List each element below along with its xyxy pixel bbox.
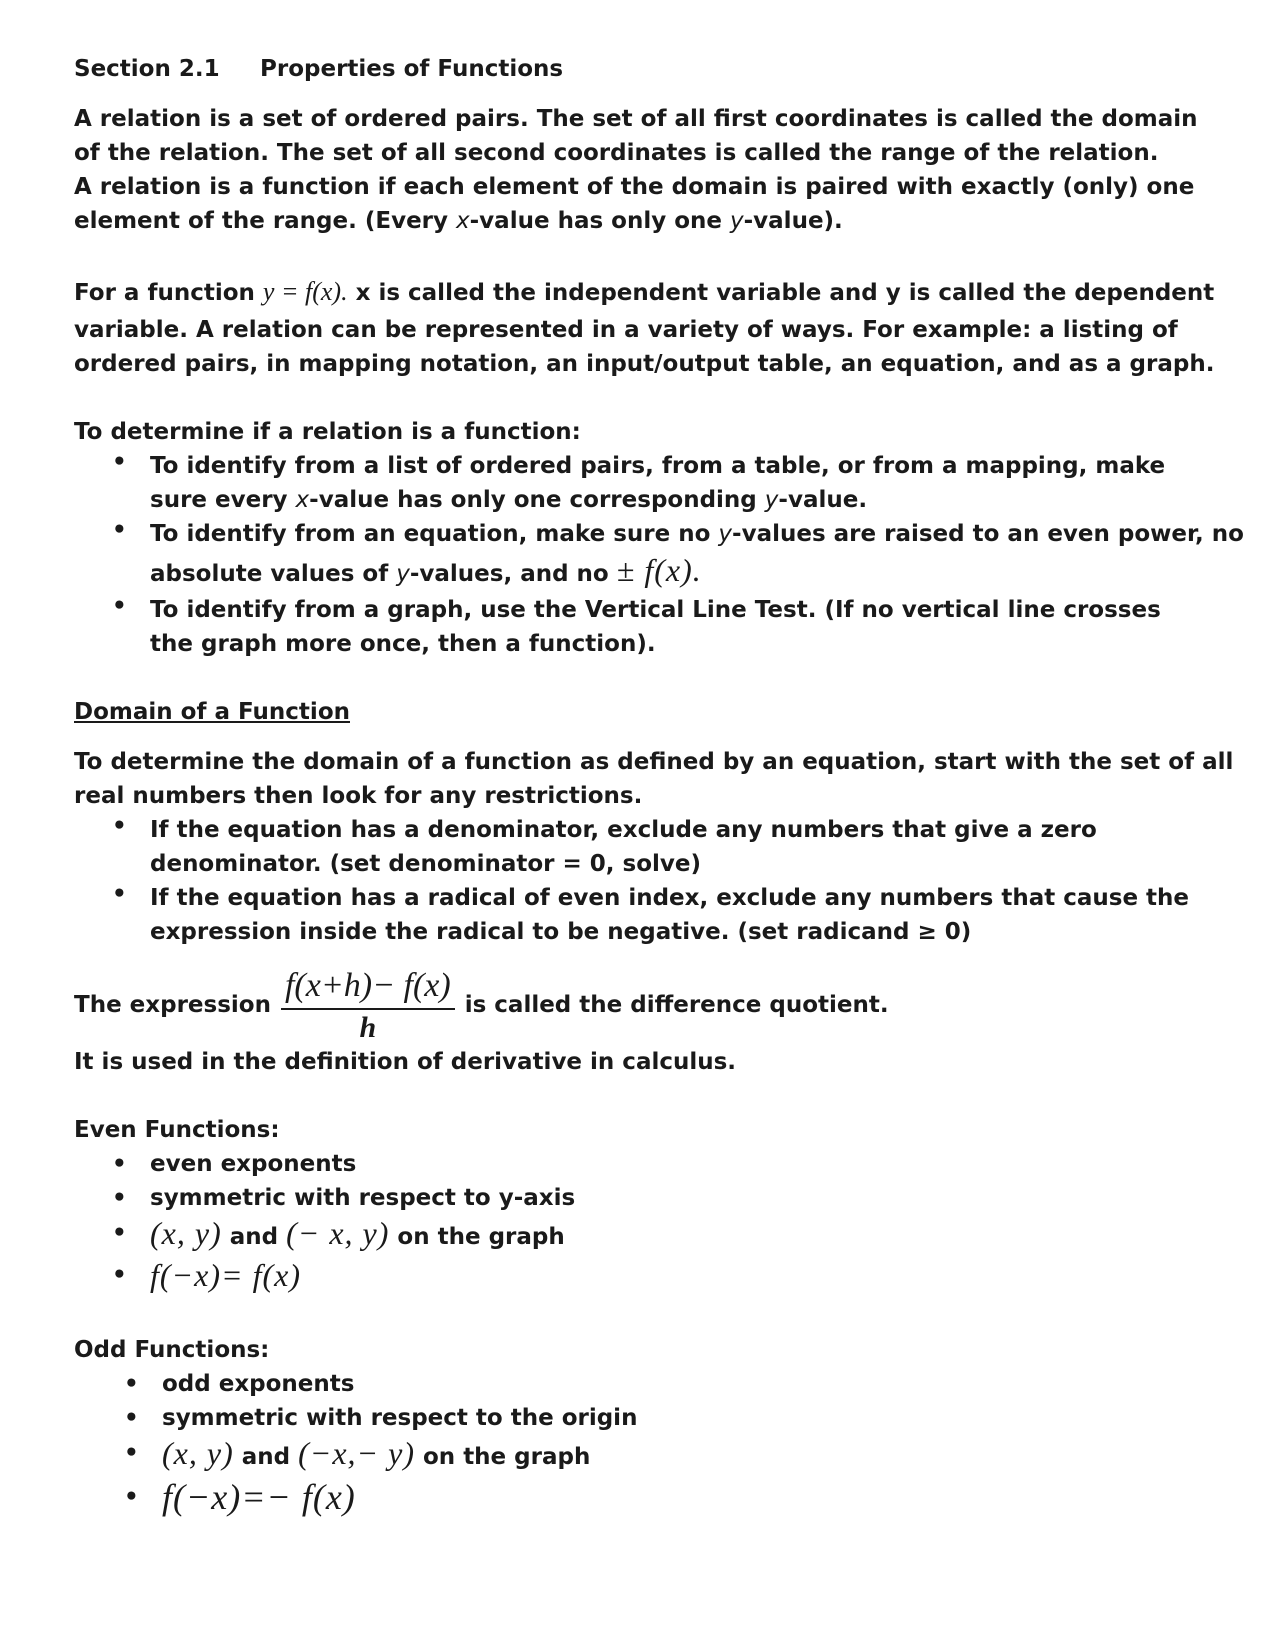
intro-paragraph: [74, 102, 1204, 238]
determine-heading: To determine if a relation is a function:: [74, 419, 581, 445]
document-page: [74, 52, 1244, 1524]
even-reflected-point-math: (− x, y): [286, 1215, 390, 1251]
list-item: [74, 1475, 1204, 1524]
list-item: [74, 1255, 1204, 1299]
variables-line-2: variable. A relation can be represented in a variety of ways. For example: a listing of: [74, 317, 1178, 343]
list-item: [74, 517, 1244, 593]
variables-line-1-part-a: For a function: [74, 280, 263, 306]
difference-quotient-section: [74, 965, 1204, 1079]
intro-y-variable: y: [730, 208, 744, 234]
list-item: [74, 1367, 1204, 1401]
odd-point-math: (x, y): [162, 1435, 234, 1471]
determine-section: [74, 415, 1244, 661]
determine-b1-part-a: sure every: [150, 487, 296, 513]
odd-graph-text: on the graph: [415, 1444, 591, 1470]
domain-bullet-1-line-2: denominator. (set denominator = 0, solve): [150, 851, 702, 877]
difference-quotient-line: [74, 965, 1204, 1045]
odd-bullet-2: symmetric with respect to the origin: [162, 1405, 638, 1431]
even-list: [74, 1147, 1204, 1299]
intro-line-2: of the relation. The set of all second coordinates is called the range of the relation.: [74, 140, 1159, 166]
determine-bullet-1-line-2: [150, 483, 1204, 517]
list-item: [74, 593, 1204, 661]
intro-line-4-part-c: -value).: [743, 208, 843, 234]
determine-bullet-2-line-1: [150, 517, 1244, 551]
even-functions-section: [74, 1113, 1204, 1299]
determine-b1-part-b: -value has only one corresponding: [309, 487, 765, 513]
determine-b2-part-d: -values, and no: [409, 561, 617, 587]
intro-x-variable: x: [456, 208, 470, 234]
list-item: [74, 1181, 1204, 1215]
fraction-denominator: h: [359, 1010, 377, 1044]
domain-list: [74, 813, 1204, 949]
list-item: [74, 449, 1204, 517]
even-graph-text: on the graph: [389, 1224, 565, 1250]
even-definition-math: f(−x)= f(x): [150, 1257, 301, 1293]
variables-line-1: [74, 272, 1215, 313]
list-item: [74, 1401, 1204, 1435]
odd-bullet-1: odd exponents: [162, 1371, 355, 1397]
list-item: [74, 813, 1204, 881]
function-notation-math: y = f(x).: [262, 277, 348, 306]
domain-heading: Domain of a Function: [74, 699, 350, 725]
intro-line-3: A relation is a function if each element of the domain is paired with exactly (only) one: [74, 174, 1195, 200]
list-item: [74, 1215, 1204, 1255]
even-and-text: and: [221, 1224, 287, 1250]
intro-line-1: A relation is a set of ordered pairs. The set of all first coordinates is called the domain: [74, 106, 1198, 132]
determine-bullet-3-line-2: the graph more once, then a function).: [150, 631, 656, 657]
determine-b2-y: y: [718, 521, 733, 547]
even-point-math: (x, y): [150, 1215, 222, 1251]
list-item: [74, 1435, 1204, 1475]
determine-b1-y: y: [764, 487, 779, 513]
variables-line-1-part-b: x is called the independent variable and y is called the dependent: [347, 280, 1215, 306]
even-heading: Even Functions:: [74, 1117, 280, 1143]
even-bullet-2: symmetric with respect to y-axis: [150, 1185, 576, 1211]
determine-b1-part-c: -value.: [778, 487, 868, 513]
odd-definition-math: f(−x)=− f(x): [162, 1477, 356, 1517]
intro-line-4: [74, 204, 1204, 238]
difference-quotient-fraction: [281, 966, 455, 1046]
determine-bullet-2-line-2: [150, 551, 1204, 593]
even-bullet-1: even exponents: [150, 1151, 357, 1177]
variables-line-3: ordered pairs, in mapping notation, an input/output table, an equation, and as a graph.: [74, 351, 1215, 377]
domain-line-2: real numbers then look for any restrictions.: [74, 783, 643, 809]
domain-bullet-2-line-1: • If the equation has a radical of even index, exclude any numbers that cause the: [150, 885, 1190, 911]
determine-list: [74, 449, 1244, 661]
list-item: [74, 1147, 1204, 1181]
odd-functions-section: [74, 1333, 1204, 1524]
section-header: [74, 52, 1204, 86]
domain-bullet-2-line-2: expression inside the radical to be negative. (set radicand ≥ 0): [150, 919, 972, 945]
intro-line-4-part-b: -value has only one: [469, 208, 730, 234]
fraction-numerator: f(x+h)− f(x): [281, 966, 455, 1010]
variables-paragraph: [74, 272, 1215, 381]
difference-line-2: It is used in the definition of derivative in calculus.: [74, 1049, 737, 1075]
determine-bullet-1-line-1: • To identify from a list of ordered pairs, from a table, or from a mapping, make: [150, 453, 1166, 479]
odd-heading: Odd Functions:: [74, 1337, 270, 1363]
determine-b2-part-c: absolute values of: [150, 561, 397, 587]
difference-post-text: is called the difference quotient.: [464, 992, 889, 1018]
determine-b1-x: x: [295, 487, 310, 513]
determine-b2-part-b: -values are raised to an even power, no: [732, 521, 1244, 547]
plus-minus-f-math: ± f(x).: [616, 552, 702, 588]
list-item: [74, 881, 1204, 949]
determine-b2-y2: y: [396, 561, 410, 587]
domain-bullet-1-line-1: • If the equation has a denominator, exclude any numbers that give a zero: [150, 817, 1097, 843]
domain-line-1: To determine the domain of a function as defined by an equation, start with the set of all: [74, 749, 1234, 775]
odd-and-text: and: [233, 1444, 299, 1470]
odd-list: [74, 1367, 1204, 1524]
difference-pre-text: The expression: [74, 992, 271, 1018]
section-number: Section 2.1: [74, 56, 220, 82]
determine-bullet-3-line-1: • To identify from a graph, use the Vertical Line Test. (If no vertical line crosses: [150, 597, 1161, 623]
domain-section: [74, 695, 1234, 949]
determine-b2-part-a: To identify from an equation, make sure no: [150, 521, 719, 547]
intro-line-4-part-a: element of the range. (Every: [74, 208, 457, 234]
odd-reflected-point-math: (−x,− y): [298, 1435, 415, 1471]
section-title: Properties of Functions: [260, 56, 564, 82]
